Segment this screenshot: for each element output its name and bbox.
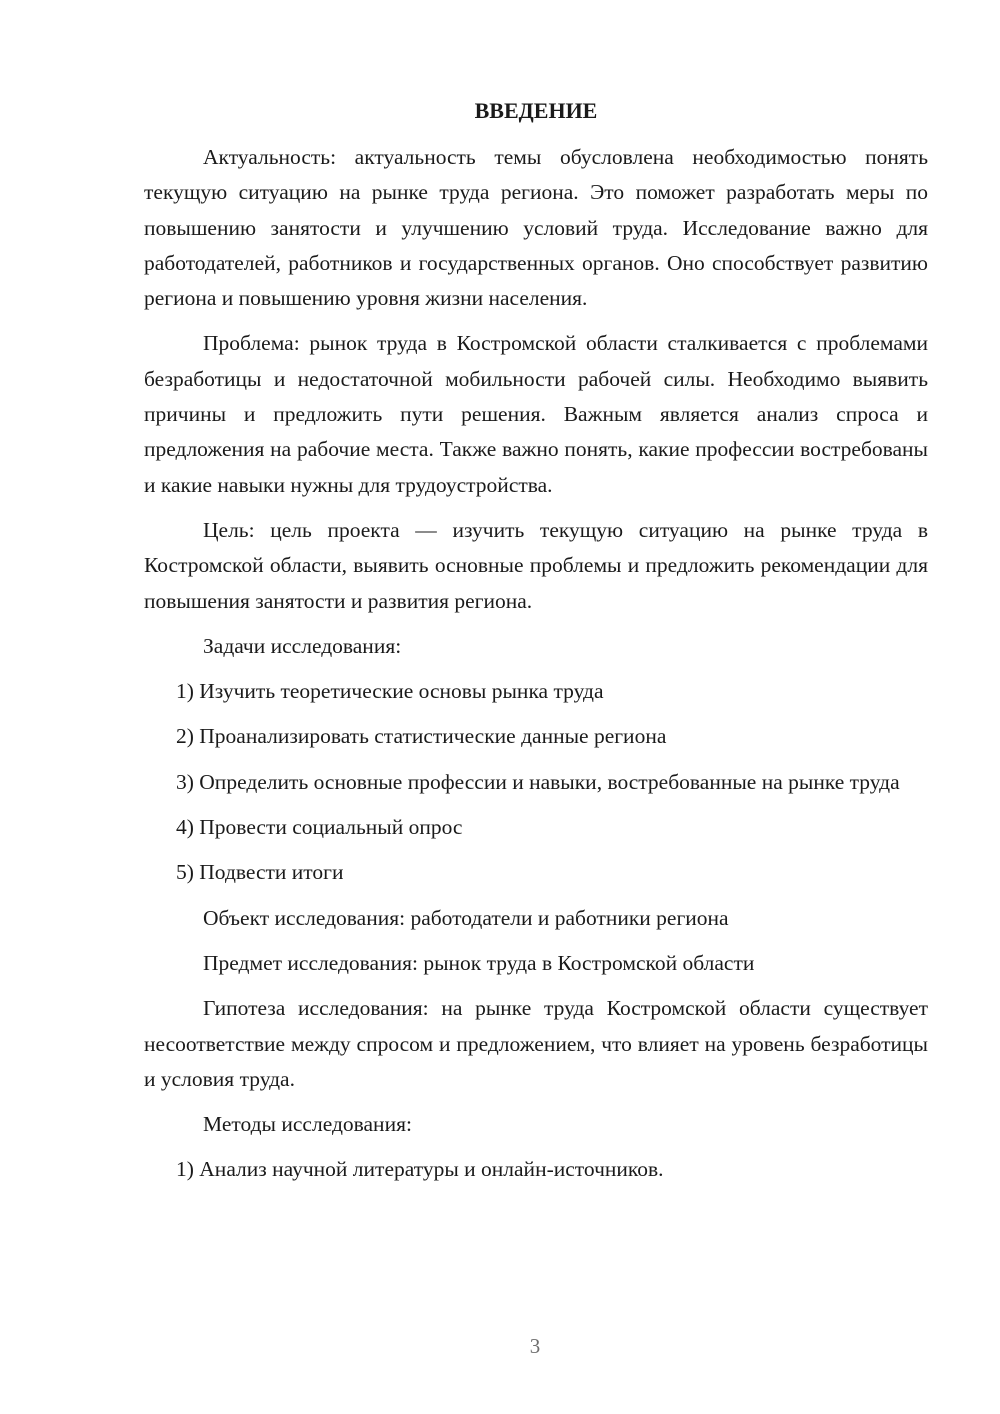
- goal-paragraph: Цель: цель проекта — изучить текущую ситуацию на рынке труда в Костромской области, выявить основные проблемы и предложить рекомендации для повышения занятости и развития региона.: [144, 517, 928, 613]
- task-item: 5) Подвести итоги: [176, 860, 344, 885]
- task-item: 3) Определить основные профессии и навыки, востребованные на рынке труда: [176, 769, 900, 794]
- research-object: Объект исследования: работодатели и работники региона: [203, 905, 729, 930]
- tasks-heading: Задачи исследования:: [203, 633, 402, 658]
- methods-heading: Методы исследования:: [203, 1112, 412, 1137]
- task-item: 1) Изучить теоретические основы рынка труда: [176, 679, 604, 704]
- relevance-paragraph: Актуальность: актуальность темы обусловлена необходимостью понять текущую ситуацию на рынке труда региона. Это поможет разработать меры по повышению занятости и улучшению условий труда. Исследование важно для работодателей, работников и государственных органов. Оно способствует развитию региона и повышению уровня жизни населения.: [144, 145, 928, 311]
- page-number: 3: [529, 1334, 541, 1358]
- task-item: 2) Проанализировать статистические данные региона: [176, 724, 667, 749]
- research-subject: Предмет исследования: рынок труда в Костромской области: [203, 950, 755, 975]
- task-item: 4) Провести социальный опрос: [176, 815, 463, 840]
- section-title: ВВЕДЕНИЕ: [474, 98, 598, 123]
- research-hypothesis: Гипотеза исследования: на рынке труда Костромской области существует несоответствие между спросом и предложением, что влияет на уровень безработицы и условия труда.: [144, 996, 928, 1091]
- method-item: 1) Анализ научной литературы и онлайн-источников.: [176, 1157, 664, 1182]
- document-page: [144, 96, 928, 1198]
- problem-paragraph: Проблема: рынок труда в Костромской области сталкивается с проблемами безработицы и недостаточной мобильности рабочей силы. Необходимо выявить причины и предложить пути решения. Важным является анализ спроса и предложения на рабочие места. Также важно понять, какие профессии востребованы и какие навыки нужны для трудоустройства.: [144, 331, 928, 497]
